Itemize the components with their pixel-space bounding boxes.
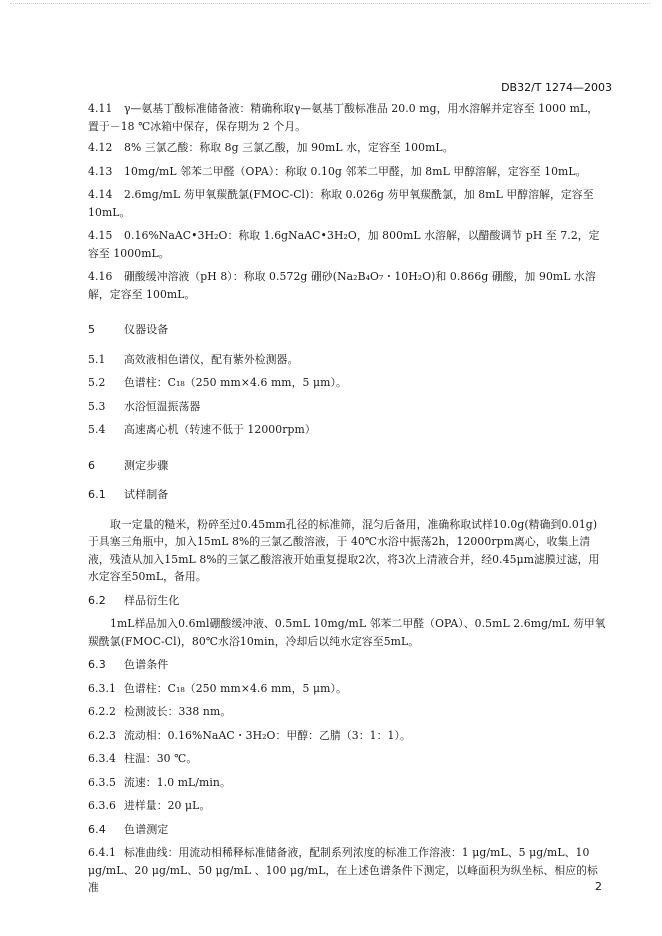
clause-number: 5.2 bbox=[88, 376, 106, 389]
clause-number: 4.11 bbox=[88, 102, 113, 115]
clause-text: 色谱测定 bbox=[124, 822, 169, 836]
clause-text: 样品衍生化 bbox=[124, 593, 180, 607]
clause-item bbox=[88, 844, 606, 897]
clause-text: 0.16%NaAC•3H₂O：称取 1.6gNaAC•3H₂O，加 800mL 水溶解，以醋酸调节 pH 至 7.2，定容至 1000mL。 bbox=[88, 229, 600, 260]
section-heading bbox=[88, 457, 606, 475]
clause-text: 色谱柱：C₁₈（250 mm×4.6 mm，5 μm）。 bbox=[124, 376, 347, 389]
clause-item bbox=[88, 750, 606, 768]
page-number: 2 bbox=[595, 880, 602, 893]
clause-number: 5 bbox=[88, 323, 96, 336]
clause-text: 10mg/mL 邻苯二甲醛（OPA）：称取 0.10g 邻苯二甲醛，加 8mL 甲醇溶解，定容至 10mL。 bbox=[124, 164, 587, 178]
clause-text: 流速：1.0 mL/min。 bbox=[124, 775, 231, 789]
clause-item bbox=[88, 227, 606, 262]
clause-number: 6.3 bbox=[88, 658, 106, 671]
clause-text: 标准曲线：用流动相稀释标准储备液，配制系列浓度的标准工作溶液：1 μg/mL、5 μg/mL、10 μg/mL、20 μg/mL、50 μg/mL 、100 μg/mL，在上述色谱条件下测定，以峰面积为纵坐标、相应的标准 bbox=[88, 846, 598, 894]
clause-text: 高速离心机（转速不低于 12000rpm） bbox=[124, 423, 316, 436]
clause-number: 6.1 bbox=[88, 488, 106, 501]
section-heading bbox=[88, 486, 606, 504]
clause-item bbox=[88, 268, 606, 303]
clause-number: 6.3.5 bbox=[88, 775, 116, 789]
clause-text: 进样量：20 μL。 bbox=[124, 799, 211, 812]
clause-number: 6.4 bbox=[88, 822, 106, 836]
clause-text: 硼酸缓冲溶液（pH 8）：称取 0.572g 硼砂(Na₂B₄O₇・10H₂O)和 0.866g 硼酸，加 90mL 水溶解，定容至 100mL。 bbox=[88, 270, 596, 301]
page-top-border bbox=[10, 3, 650, 4]
clause-number: 4.16 bbox=[88, 270, 113, 283]
clause-item bbox=[88, 163, 606, 181]
clause-item bbox=[88, 703, 606, 721]
clause-text: 取一定量的糙米，粉碎至过0.45mm孔径的标准筛，混匀后备用，准确称取试样10.0g(精确到0.01g)于具塞三角瓶中，加入15mL 8%的三氯乙酸溶液，于 40℃水浴中振荡2h，12000rpm离心，收集上清液，残渣从加入15mL 8%的三氯乙酸溶液开始重复提取2次，将3次上清液合并，经0.45μm滤膜过滤，用水定容至50mL，备用。 bbox=[88, 517, 600, 583]
clause-number: 4.15 bbox=[88, 229, 113, 242]
body-paragraph bbox=[88, 615, 606, 650]
clause-item bbox=[88, 186, 606, 221]
section-heading bbox=[88, 321, 606, 339]
clause-number: 4.13 bbox=[88, 164, 113, 178]
clause-number: 6.3.1 bbox=[88, 681, 116, 695]
clause-number: 4.12 bbox=[88, 141, 113, 154]
clause-text: 色谱柱：C₁₈（250 mm×4.6 mm，5 μm）。 bbox=[124, 681, 347, 695]
document-code: DB32/T 1274—2003 bbox=[501, 81, 612, 94]
clause-item bbox=[88, 421, 606, 439]
section-heading bbox=[88, 821, 606, 839]
clause-number: 6.2 bbox=[88, 593, 106, 607]
clause-text: 2.6mg/mL 芴甲氧羰酰氯(FMOC-Cl)：称取 0.026g 芴甲氧羰酰氯，加 8mL 甲醇溶解，定容至 10mL。 bbox=[88, 188, 594, 219]
clause-number: 6.4.1 bbox=[88, 846, 116, 859]
clause-text: 水浴恒温振荡器 bbox=[124, 399, 201, 413]
section-heading bbox=[88, 656, 606, 674]
clause-item bbox=[88, 139, 606, 157]
clause-number: 5.4 bbox=[88, 423, 106, 436]
clause-number: 4.14 bbox=[88, 188, 113, 201]
clause-number: 6 bbox=[88, 458, 96, 472]
clause-text: 流动相：0.16%NaAC・3H₂O：甲醇：乙腈（3：1：1）。 bbox=[124, 728, 411, 742]
clause-number: 5.3 bbox=[88, 399, 106, 413]
clause-text: 测定步骤 bbox=[124, 458, 169, 472]
clause-number: 5.1 bbox=[88, 352, 106, 366]
clause-text: 仪器设备 bbox=[124, 323, 169, 336]
clause-text: 柱温：30 ℃。 bbox=[124, 752, 198, 765]
clause-number: 6.3.6 bbox=[88, 799, 116, 812]
clause-item bbox=[88, 727, 606, 745]
clause-item bbox=[88, 680, 606, 698]
clause-number: 6.3.4 bbox=[88, 752, 116, 765]
clause-item bbox=[88, 797, 606, 815]
clause-text: 1mL样品加入0.6ml硼酸缓冲液、0.5mL 10mg/mL 邻苯二甲醛（OPA）、0.5mL 2.6mg/mL 芴甲氧羰酰氯(FMOC-Cl)，80℃水浴10min，冷却后以纯水定容至5mL。 bbox=[88, 617, 606, 648]
clause-text: 检测波长：338 nm。 bbox=[124, 705, 232, 718]
clause-text: 试样制备 bbox=[124, 488, 169, 501]
clause-item bbox=[88, 351, 606, 369]
clause-text: 色谱条件 bbox=[124, 658, 169, 671]
clause-item bbox=[88, 774, 606, 792]
body-paragraph bbox=[88, 516, 606, 586]
clause-item bbox=[88, 100, 606, 135]
section-heading bbox=[88, 592, 606, 610]
document-body bbox=[88, 100, 606, 897]
clause-text: 8% 三氯乙酸：称取 8g 三氯乙酸，加 90mL 水，定容至 100mL。 bbox=[124, 141, 454, 154]
clause-item bbox=[88, 398, 606, 416]
clause-number: 6.2.3 bbox=[88, 728, 116, 742]
clause-item bbox=[88, 374, 606, 392]
clause-number: 6.2.2 bbox=[88, 705, 116, 718]
clause-text: γ—氨基丁酸标准储备液：精确称取γ—氨基丁酸标准品 20.0 mg，用水溶解并定容至 1000 mL，置于－18 ℃冰箱中保存，保存期为 2 个月。 bbox=[88, 102, 599, 133]
clause-text: 高效液相色谱仪，配有紫外检测器。 bbox=[124, 352, 299, 366]
